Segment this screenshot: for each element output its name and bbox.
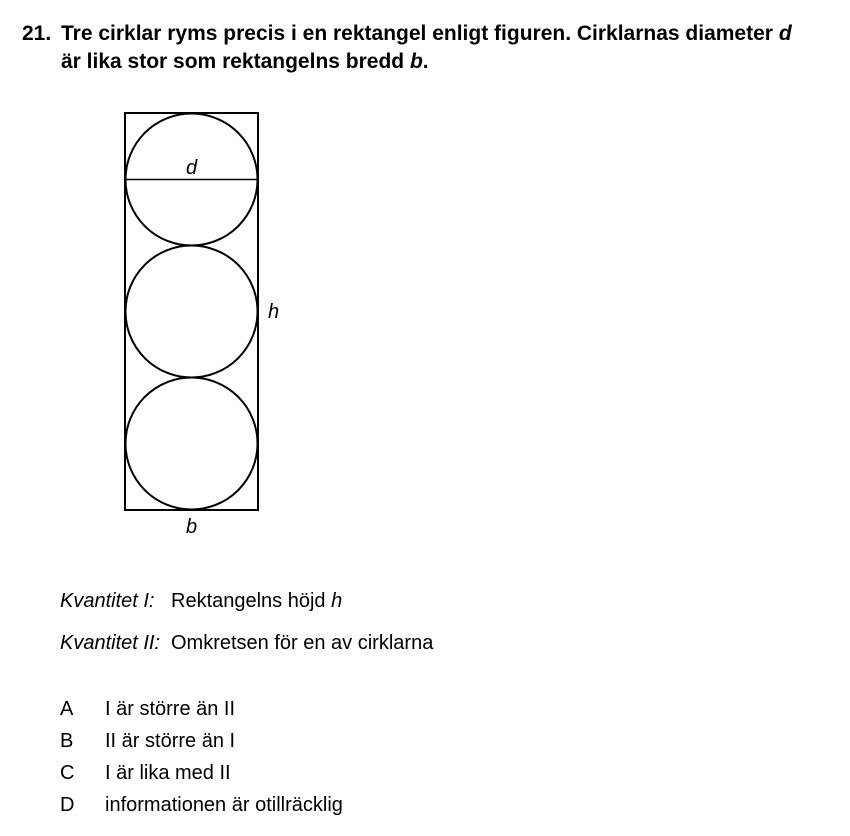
option-a-letter: A (60, 698, 74, 720)
option-b-letter: B (60, 730, 74, 752)
option-d-letter: D (60, 794, 75, 816)
quantity-1-label: Kvantitet I: (60, 590, 155, 612)
question-period: . (422, 50, 429, 73)
question-line-1: Tre cirklar ryms precis i en rektangel enligt figuren. Cirklarnas diameter (61, 22, 773, 45)
label-b: b (185, 516, 198, 538)
quantity-1-text: Rektangelns höjd (171, 590, 326, 612)
quantity-1-value (171, 589, 342, 613)
question-line-2: är lika stor som rektangelns bredd (61, 50, 405, 73)
quantity-2-label: Kvantitet II: (60, 632, 161, 654)
option-c-letter: C (60, 762, 75, 784)
quantity-1-var: h (331, 590, 343, 612)
quantity-2-value: Omkretsen för en av cirklarna (171, 632, 434, 654)
option-a-text: I är större än II (105, 698, 236, 720)
question-number: 21. (22, 22, 52, 45)
question-var-d: d (778, 22, 792, 45)
question-var-b: b (409, 50, 423, 73)
option-b-text: II är större än I (105, 730, 236, 752)
option-d-text: informationen är otillräcklig (105, 794, 343, 816)
circle-bottom (126, 378, 258, 510)
label-h: h (268, 301, 280, 323)
label-d: d (185, 157, 198, 179)
circle-middle (126, 246, 258, 378)
option-c-text: I är lika med II (105, 762, 231, 784)
